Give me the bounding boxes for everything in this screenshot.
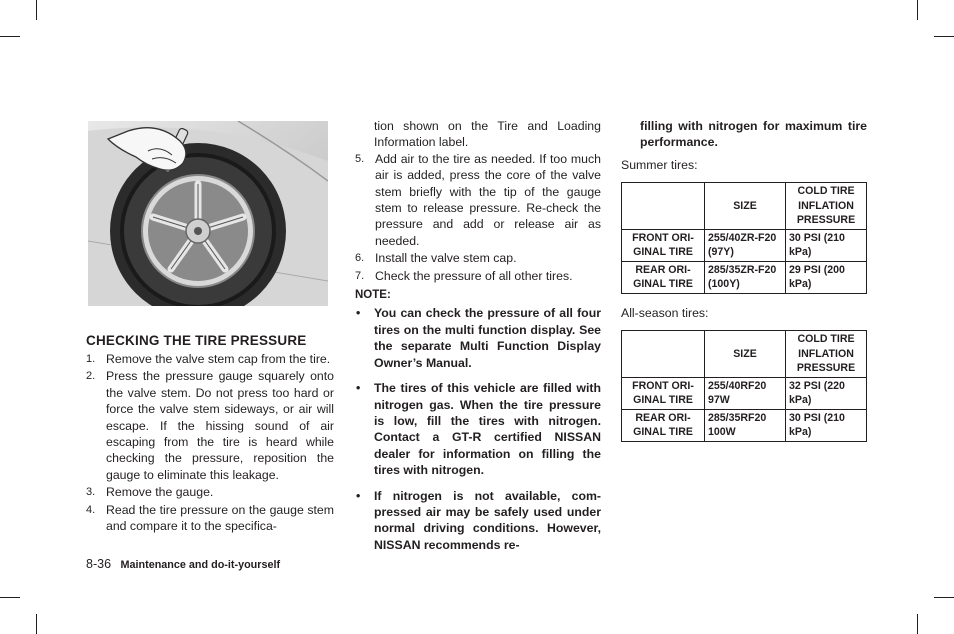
table-header-row	[622, 183, 867, 230]
table-cell: 30 PSI (210 kPa)	[786, 229, 867, 261]
crop-mark	[36, 0, 37, 20]
table-cell: REAR ORI-GINAL TIRE	[622, 261, 705, 293]
note-title: NOTE:	[355, 289, 391, 302]
list-item	[355, 268, 601, 284]
step-number: 1.	[86, 353, 96, 365]
table-cell: 29 PSI (200 kPa)	[786, 261, 867, 293]
table-row	[622, 377, 867, 409]
tire-pressure-gauge-illustration	[88, 121, 328, 306]
table-header-cell: SIZE	[705, 331, 786, 378]
table-cell: 285/35ZR-F20 (100Y)	[705, 261, 786, 293]
list-item	[355, 151, 601, 249]
table-cell: REAR ORI-GINAL TIRE	[622, 409, 705, 441]
note-item	[355, 305, 601, 371]
section-title: CHECKING THE TIRE PRESSURE	[86, 333, 307, 348]
crop-mark	[934, 597, 954, 598]
summer-tires-label: Summer tires:	[621, 157, 698, 172]
table-header-cell: COLD TIRE INFLATION PRESSURE	[786, 331, 867, 378]
table-header-cell	[622, 183, 705, 230]
step-text: Check the pressure of all other tires.	[375, 268, 573, 283]
step-text: Remove the valve stem cap from the tire.	[106, 352, 331, 366]
list-item	[86, 351, 334, 367]
step-number: 2.	[86, 370, 96, 383]
note-item	[355, 380, 601, 478]
step-text: Install the valve stem cap.	[375, 251, 517, 266]
crop-mark	[0, 36, 20, 37]
page-number: 8-36	[86, 557, 112, 571]
table-cell: FRONT ORI-GINAL TIRE	[622, 229, 705, 261]
column-1	[86, 351, 334, 535]
crop-mark	[36, 614, 37, 634]
table-cell: 255/40ZR-F20 (97Y)	[705, 229, 786, 261]
step-number: 3.	[86, 486, 96, 499]
table-cell: 255/40RF20 97W	[705, 377, 786, 409]
note-text: If nitrogen is not available, com-pressed air may be safely used under normal driving conditions. However, NISSAN recommends re-	[374, 488, 601, 552]
step-text: Remove the gauge.	[106, 485, 214, 500]
note-3-continued: filling with nitrogen for maximum tire performance.	[640, 119, 867, 150]
note-item	[355, 488, 601, 554]
footer-section-title: Maintenance and do-it-yourself	[120, 559, 281, 571]
table-header-cell: COLD TIRE INFLATION PRESSURE	[786, 183, 867, 230]
table-cell: 32 PSI (220 kPa)	[786, 377, 867, 409]
tire-gauge-svg	[88, 121, 328, 306]
table-row	[622, 261, 867, 293]
crop-mark	[917, 614, 918, 634]
summer-tires-table	[621, 182, 867, 294]
list-item	[355, 250, 601, 266]
step-4-continued: tion shown on the Tire and Loading Information label.	[374, 119, 601, 150]
column-2	[355, 118, 601, 562]
step-number: 7.	[355, 269, 365, 282]
table-header-cell	[622, 331, 705, 378]
table-row	[622, 229, 867, 261]
step-text: Read the tire pressure on the gauge stem and compare it to the specifica-	[106, 502, 334, 534]
list-item	[86, 502, 334, 535]
note-text: The tires of this vehicle are filled with nitrogen gas. When the tire pressure is low, fill the tires with nitrogen. Contact a GT-R certified NISSAN dealer for information on filling the tires with nitrogen.	[374, 381, 601, 478]
note-text: You can check the pressure of all four tires on the multi function display. See the separate Multi Function Display Owner’s Manual.	[374, 306, 601, 370]
table-cell: 30 PSI (210 kPa)	[786, 409, 867, 441]
table-header-row	[622, 331, 867, 378]
notes-list	[355, 305, 601, 553]
list-item	[86, 484, 334, 500]
crop-mark	[934, 36, 954, 37]
bullet-icon: •	[356, 381, 361, 396]
all-season-tires-table	[621, 330, 867, 442]
table-header-cell: SIZE	[705, 183, 786, 230]
step-text: Add air to the tire as needed. If too much air is added, press the core of the valve stem briefly with the tip of the gauge stem to release pressure. Re-check the pressure and add or release air as needed.	[375, 151, 601, 248]
step-text: Press the pressure gauge squarely onto the valve stem. Do not press too hard or force the valve stem sideways, or air will escape. If the hissing sound of air escaping from the tire is heard while checking the pressure, reposition the gauge to eliminate this leakage.	[106, 369, 334, 482]
crop-mark	[0, 597, 20, 598]
table-cell: FRONT ORI-GINAL TIRE	[622, 377, 705, 409]
steps-list	[86, 351, 334, 534]
bullet-icon: •	[356, 306, 361, 321]
list-item	[86, 368, 334, 483]
step-number: 6.	[355, 252, 365, 265]
all-season-tires-label: All-season tires:	[621, 305, 709, 320]
step-number: 4.	[86, 503, 96, 516]
table-cell: 285/35RF20 100W	[705, 409, 786, 441]
crop-mark	[917, 0, 918, 20]
column-3	[621, 118, 867, 442]
table-row	[622, 409, 867, 441]
steps-list-continued	[355, 151, 601, 284]
page-footer	[86, 557, 280, 571]
bullet-icon: •	[356, 488, 361, 503]
step-number: 5.	[355, 152, 365, 165]
